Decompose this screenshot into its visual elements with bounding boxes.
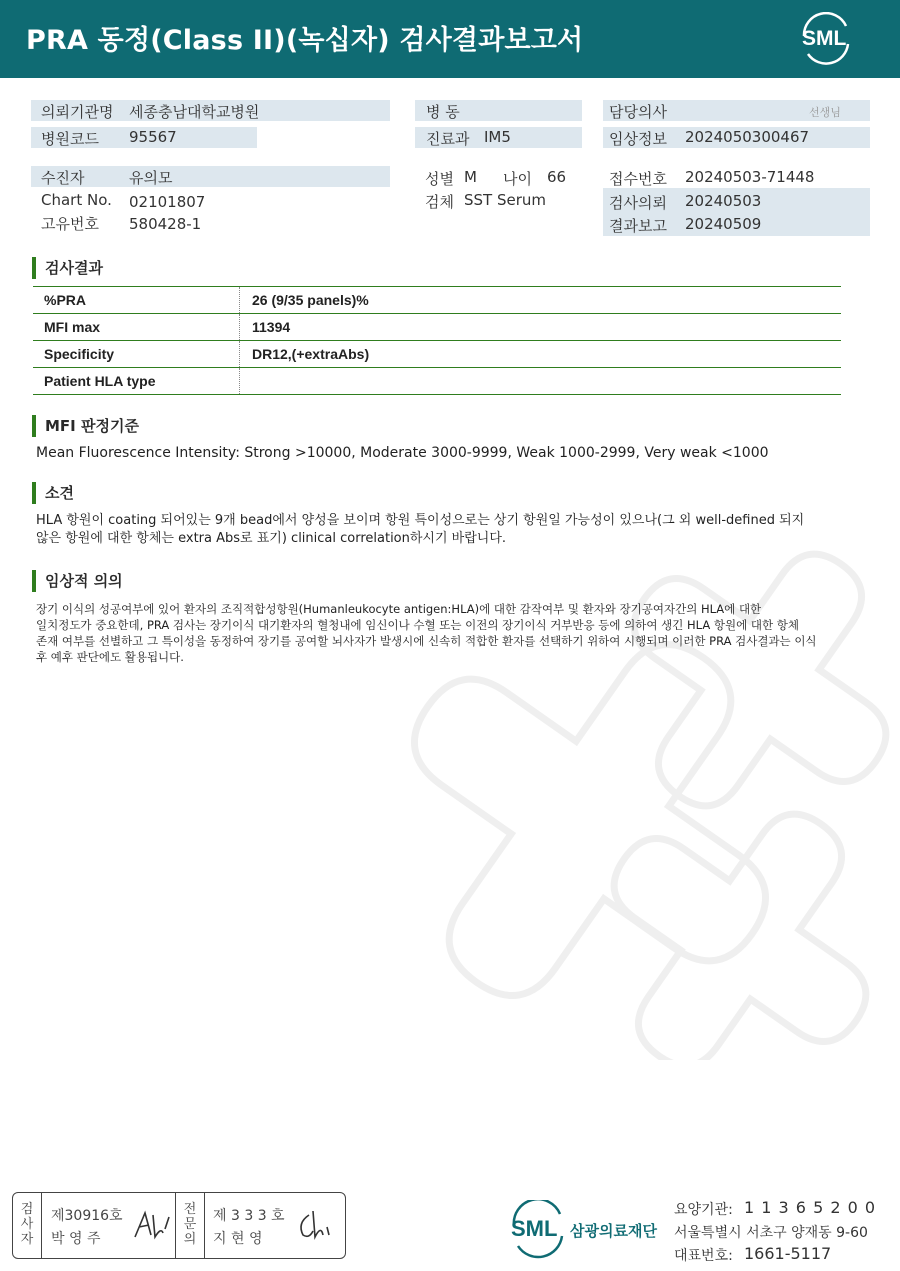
patient-label: 수진자 (41, 169, 85, 187)
dept-value: IM5 (484, 128, 511, 146)
tester-label-char: 자 (20, 1232, 34, 1247)
ward-label: 병 동 (426, 103, 460, 121)
signature-box (12, 1192, 346, 1259)
result-value (240, 368, 842, 395)
org-code-value: 1 1 3 6 5 2 0 0 (744, 1198, 877, 1217)
org-address: 서울특별시 서초구 양재동 9-60 (674, 1225, 868, 1241)
receipt-value: 20240503-71448 (685, 168, 815, 186)
chart-value: 02101807 (129, 193, 206, 211)
clinical-line: 일치정도가 중요한데, PRA 검사는 장기이식 대기환자의 혈청내에 임신이나 수혈 또는 이전의 장기이식 거부반응 등에 의하여 생긴 HLA 항원에 대한 항체 (36, 618, 799, 632)
institution-label: 의뢰기관명 (41, 103, 114, 121)
result-value: 11394 (240, 314, 842, 341)
clinical-line: 장기 이식의 성공여부에 있어 환자의 조직적합성항원(Humanleukocyte antigen:HLA)에 대한 감작여부 및 환자와 장기공여자간의 HLA에 대한 (36, 602, 762, 616)
table-row (33, 314, 841, 341)
sml-logo (796, 12, 856, 66)
clinical-text (36, 601, 836, 665)
patient-box (31, 166, 390, 187)
specialist-label-char: 전 (183, 1202, 197, 1217)
result-value: 26 (9/35 panels)% (240, 287, 842, 314)
specialist-signature (295, 1207, 339, 1243)
hospital-code-value: 95567 (129, 128, 177, 146)
age-label: 나이 (503, 170, 532, 188)
clinical-line: 존재 여부를 선별하고 그 특이성을 동정하여 장기를 공여할 뇌사자가 발생시에 신속히 적합한 환자를 선택하기 위하여 시행되며 이러한 PRA 검사결과는 이식 (36, 634, 817, 648)
request-value: 20240503 (685, 192, 762, 210)
result-key: %PRA (33, 287, 240, 314)
chart-label: Chart No. (41, 191, 112, 209)
specimen-value: SST Serum (464, 191, 547, 209)
doctor-label: 담당의사 (609, 103, 667, 121)
specialist-name: 지 현 영 (213, 1231, 263, 1247)
clinical-line: 후 예후 판단에도 활용됩니다. (36, 650, 184, 664)
org-code-label: 요양기관: (674, 1202, 733, 1218)
mfi-text: Mean Fluorescence Intensity: Strong >10000, Moderate 3000-9999, Weak 1000-2999, Very weak <1000 (36, 445, 769, 461)
unique-value: 580428-1 (129, 215, 202, 233)
doctor-suffix: 선생님 (809, 106, 841, 119)
report-header (0, 0, 900, 78)
mfi-section-title: MFI 판정기준 (32, 415, 139, 437)
dept-label: 진료과 (426, 130, 470, 148)
result-key: Specificity (33, 341, 240, 368)
org-name: 삼광의료재단 (570, 1222, 657, 1240)
tester-name: 박 영 주 (51, 1231, 101, 1247)
tester-signature (131, 1207, 175, 1243)
table-row (33, 368, 841, 395)
specialist-label-char: 문 (183, 1217, 197, 1232)
result-value: DR12,(+extraAbs) (240, 341, 842, 368)
specialist-label-char: 의 (183, 1232, 197, 1247)
tester-license-no: 제30916호 (51, 1208, 123, 1224)
hospital-code-label: 병원코드 (41, 130, 99, 148)
results-section-title: 검사결과 (32, 257, 103, 279)
finding-text (36, 512, 836, 548)
sex-label: 성별 (425, 170, 454, 188)
request-label: 검사의뢰 (609, 194, 667, 212)
report-date-label: 결과보고 (609, 217, 667, 235)
tester-label-cell (13, 1193, 42, 1258)
org-logo (508, 1200, 568, 1260)
clinical-section-title: 임상적 의의 (32, 570, 123, 592)
report-date-value: 20240509 (685, 215, 762, 233)
clinical-info-label: 임상정보 (609, 130, 667, 148)
report-title: PRA 동정(Class II)(녹십자) 검사결과보고서 (26, 25, 584, 56)
clinical-info-value: 2024050300467 (685, 128, 810, 146)
unique-label: 고유번호 (41, 215, 99, 233)
sex-value: M (464, 168, 477, 186)
org-phone-label: 대표번호: (674, 1248, 733, 1264)
finding-section-title: 소견 (32, 482, 74, 504)
specimen-label: 검체 (425, 193, 454, 211)
age-value: 66 (547, 168, 567, 186)
tester-label-char: 검 (20, 1202, 34, 1217)
table-row (33, 341, 841, 368)
tester-label-char: 사 (20, 1217, 34, 1232)
results-table (33, 286, 841, 395)
patient-value: 유의모 (129, 169, 173, 187)
result-key: MFI max (33, 314, 240, 341)
org-phone-value: 1661-5117 (744, 1244, 832, 1263)
institution-value: 세종충남대학교병원 (129, 103, 260, 121)
specialist-label-cell (175, 1193, 205, 1258)
finding-line: 않은 항원에 대한 항체는 extra Abs로 표기) clinical correlation하시기 바랍니다. (36, 531, 507, 546)
result-key: Patient HLA type (33, 368, 240, 395)
specialist-license-no: 제 3 3 3 호 (213, 1208, 285, 1224)
table-row (33, 287, 841, 314)
logo-text: SML (802, 27, 847, 50)
receipt-label: 접수번호 (609, 170, 667, 188)
finding-line: HLA 항원이 coating 되어있는 9개 bead에서 양성을 보이며 항원 특이성으로는 상기 항원일 가능성이 있으나(그 외 well-defined 되지 (36, 513, 805, 528)
org-logo-text: SML (511, 1216, 558, 1241)
